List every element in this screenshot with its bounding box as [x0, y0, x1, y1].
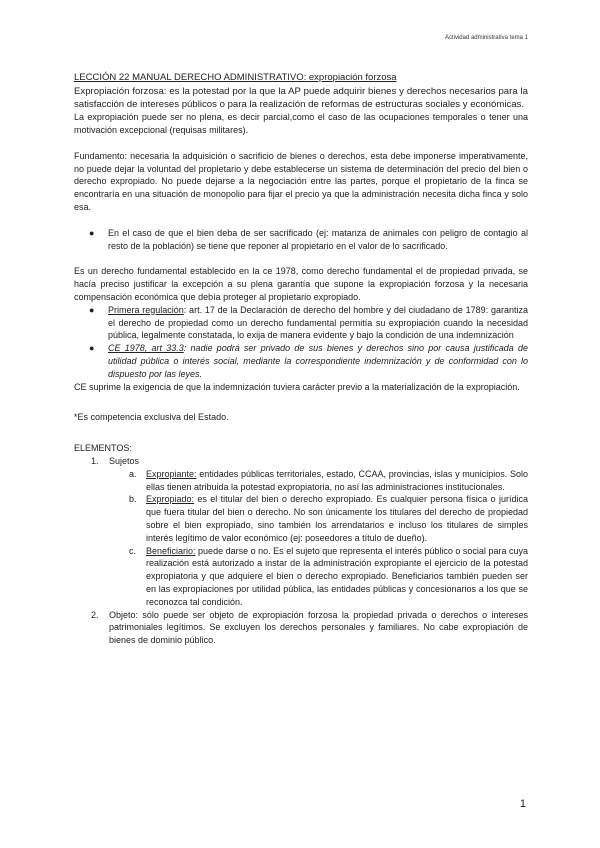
list-item: ● En el caso de que el bien deba de ser sacrificado (ej: matanza de animales con peligro de contagio al resto de la población) se tiene que reponer al propietario en el valor de lo sacrificado.: [89, 227, 528, 251]
fundamento-paragraph: Fundamento: necesaria la adquisición o sacrificio de bienes o derechos, esta debe imponerse imperativamente, no puede dejar la voluntad del propietario y debe establecerse un sistema de determinación del precio del bien o derecho expropiado. No puede dejarse a la negociación entre las partes, porque el propietario de la finca se encontraría en una situación de monopolio para fijar el precio ya que la administración necesita dicha finca y solo esa.: [74, 150, 528, 212]
list-item: c. Beneficiario: puede darse o no. Es el sujeto que representa el interés público o social para cuya realización está autorizado a instar de la administración expropiante el ejercicio de la potestad expropiatoria y que adquiere el bien o derecho expropiado. Beneficiarios también pueden ser en las expropiaciones por utilidad pública, las entidades públicas y concesionarios a los que se reconozca tal condición.: [129, 545, 528, 607]
list-item: ● Primera regulación: art. 17 de la Declaración de derecho del hombre y del ciudadano de 1789: garantiza el derecho de propiedad como un derecho fundamental permitía su expropiación cuando la necesidad pública, legalmente constatada, lo exija de manera evidente y bajo la condición de una indemnización: [89, 304, 528, 341]
regulation-label: Primera regulación: [108, 304, 184, 315]
list-item: ● CE 1978, art 33.3: nadie podrá ser privado de sus bienes y derechos sino por causa justificada de utilidad pública o interés social, mediante la correspondiente indemnización y de conformidad con lo dispuesto por las leyes.: [89, 343, 529, 379]
bullet-icon: ●: [89, 343, 95, 354]
page-number: 1: [519, 798, 526, 810]
bullet-icon: ●: [89, 304, 95, 315]
elementos-heading: ELEMENTOS:: [74, 443, 132, 454]
intro-paragraph: Expropiación forzosa: es la potestad por la que la AP puede adquirir bienes y derechos necesarios para la satisfacción de intereses públicos o para la realización de reformas de estructuras sociales y económicas.: [74, 85, 528, 110]
document-body: [74, 72, 528, 647]
derecho-paragraph: Es un derecho fundamental establecido en la ce 1978, como derecho fundamental el de propiedad privada, se hacía preciso justificar la excepción a su plena garantía que supone la expropiación forzosa y la necesaria compensación económica que debía proteger al propietario expropiado.: [74, 266, 528, 302]
partial-paragraph: La expropiación puede ser no plena, es decir parcial,como el caso de las ocupaciones temporales o tener una motivación excepcional (requisas militares).: [74, 112, 528, 135]
bullet-icon: ●: [89, 227, 95, 238]
suprime-paragraph: CE suprime la exigencia de que la indemnización tuviera carácter previo a la materialización de la expropiación.: [74, 381, 520, 392]
page-title: LECCIÓN 22 MANUAL DERECHO ADMINISTRATIVO: expropiación forzosa: [74, 72, 397, 83]
competencia-note: *Es competencia exclusiva del Estado.: [74, 412, 229, 423]
running-header: Actividad administrativa tema 1: [444, 35, 528, 41]
list-item: 2. Objeto: sólo puede ser objeto de expropiación forzosa la propiedad privada o derechos o intereses patrimoniales legítimos. Se excluyen los derechos personales y familiares. No cabe expropiación de bienes de dominio público.: [91, 609, 528, 646]
bullet-list-2: [74, 304, 528, 381]
list-item: 1. Sujetos: [91, 455, 140, 466]
bullet-list-1: [74, 227, 528, 253]
list-item: a. Expropiante: entidades públicas territoriales, estado, CCAA, provincias, islas y municipios. Solo ellas tienen atribuida la potestad expropiatoria, no así las administraciones institucionales.: [129, 468, 528, 492]
list-item: b. Expropiado: es el titular del bien o derecho expropiado. Es cualquier persona física o jurídica que fuera titular del bien o derecho. No son únicamente los titulares del derecho de propiedad sobre el bien expropiado, sino también los arrendatarios e incluso los titulares de simples interés legítimo de valor económico (ej: poseedores a título de dueño).: [129, 494, 528, 543]
ce-label: CE 1978, art 33.3: [108, 343, 184, 354]
